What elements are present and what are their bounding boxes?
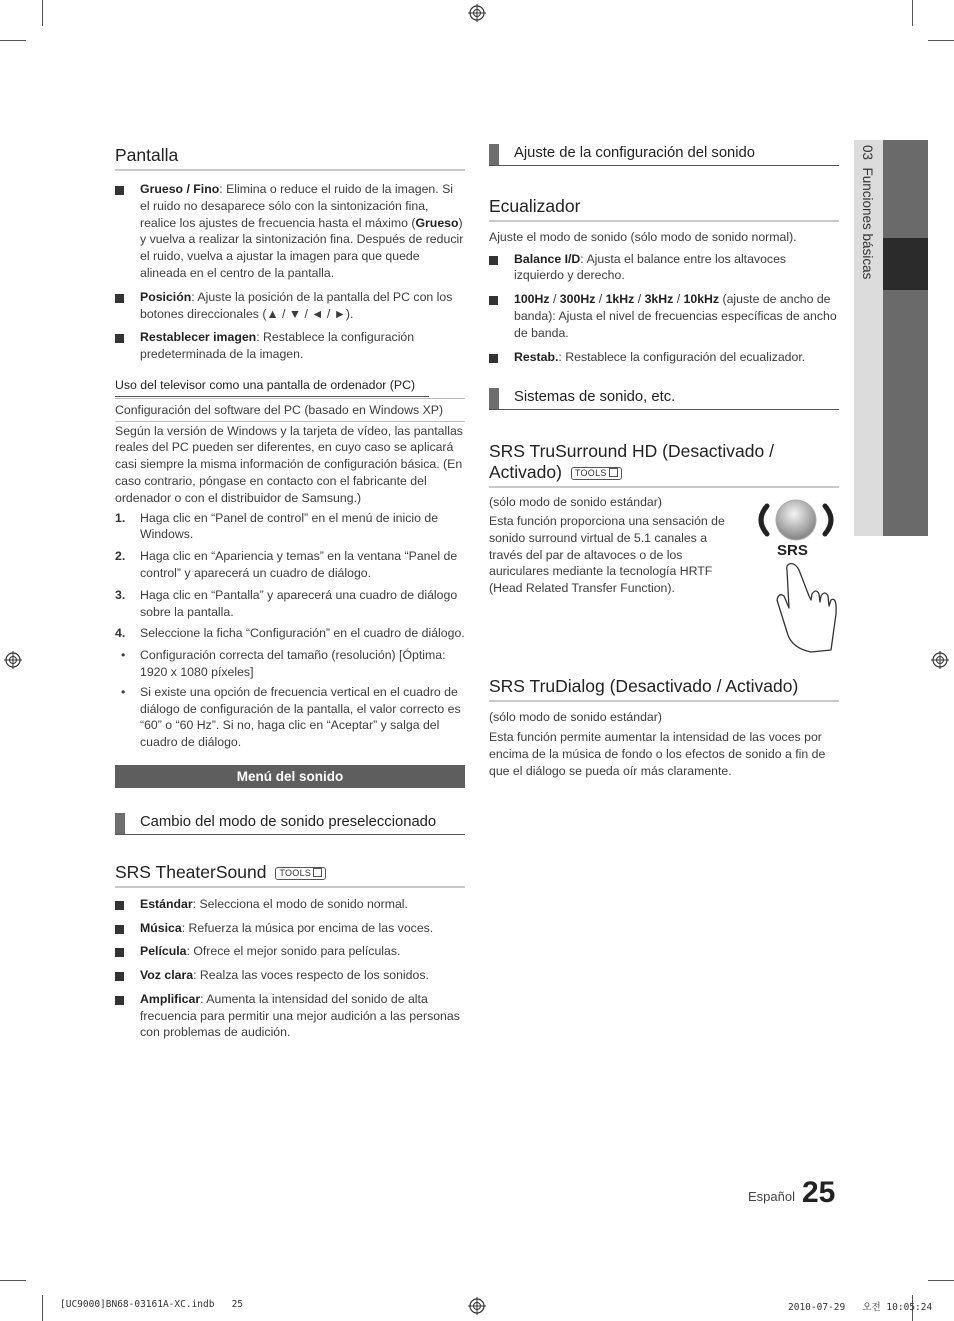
list-item: Grueso / Fino: Elimina o reduce el ruido de la imagen. Si el ruido no desaparece sólo con la sintonización fina, realice los ajustes de frecuencia hasta el máximo (Grueso) y vuelva a realizar la sintonización fina. Después de reducir el ruido, vuelva a ajustar la imagen para que quede alineada en el centro de la pantalla. — [115, 181, 465, 282]
list-item: Estándar: Selecciona el modo de sonido normal. — [115, 896, 465, 913]
trudialog-heading: SRS TruDialog (Desactivado / Activado) — [489, 676, 839, 702]
list-item: Posición: Ajuste la posición de la pantalla del PC con los botones direccionales (▲ / ▼ / ◄ / ►). — [115, 289, 465, 323]
square-bullet-icon — [115, 972, 124, 981]
square-bullet-icon — [115, 925, 124, 934]
ecualizador-heading: Ecualizador — [489, 196, 839, 222]
square-bullet-icon — [115, 186, 124, 195]
registration-mark-icon — [468, 4, 486, 22]
list-item: Película: Ofrece el mejor sonido para películas. — [115, 943, 465, 960]
square-bullet-icon — [489, 256, 498, 265]
trusurround-heading: SRS TruSurround HD (Desactivado / Activado) TOOLS — [489, 441, 839, 488]
side-tab-label: 03 Funciones básicas — [860, 145, 875, 280]
cambio-subheading: Cambio del modo de sonido preseleccionado — [115, 814, 465, 835]
dot-bullet: • — [121, 684, 126, 699]
registration-mark-icon — [4, 651, 22, 669]
list-item: Música: Refuerza la música por encima de las voces. — [115, 920, 465, 937]
trudialog-note: (sólo modo de sonido estándar) — [489, 710, 662, 725]
square-bullet-icon — [489, 354, 498, 363]
dot-item: • Configuración correcta del tamaño (resolución) [Óptima: 1920 x 1080 píxeles] — [121, 648, 446, 679]
square-bullet-icon — [489, 296, 498, 305]
ajuste-subheading: Ajuste de la configuración del sonido — [489, 145, 839, 166]
print-slug-right: 2010-07-29 오전 10:05:24 — [788, 1302, 933, 1313]
trusurround-body — [489, 494, 839, 660]
dot-item: • Si existe una opción de frecuencia vertical en el cuadro de diálogo de configuración de la pantalla, el valor correcto es “60” o “60 Hz”. Si no, haga clic en “Aceptar” y salga del cuadro de diálogo. — [121, 684, 461, 750]
square-bullet-icon — [115, 996, 124, 1005]
list-item: 100Hz / 300Hz / 1kHz / 3kHz / 10kHz (ajuste de ancho de banda): Ajusta el nivel de frecuencias específicas de ancho de banda. — [489, 291, 839, 341]
square-bullet-icon — [115, 294, 124, 303]
list-item: Amplificar: Aumenta la intensidad del sonido de alta frecuencia para permitir una mejor audición a las personas con problemas de audición. — [115, 991, 465, 1041]
page-number: 25 — [802, 1176, 836, 1209]
registration-mark-icon — [468, 1297, 486, 1315]
list-item: Voz clara: Realza las voces respecto de los sonidos. — [115, 967, 465, 984]
print-slug-left: [UC9000]BN68-03161A-XC.indb 25 — [60, 1299, 244, 1310]
trusurround-text: Esta función proporciona una sensación de sonido surround virtual de 5.1 canales a través del par de altavoces o de los auriculares mediante la tecnología HRTF (Head Related Transfer Function). — [489, 513, 725, 596]
dot-bullet: • — [121, 648, 126, 663]
list-item: Restab.: Restablece la configuración del ecualizador. — [489, 349, 839, 366]
square-bullet-icon — [115, 948, 124, 957]
list-item: Restablecer imagen: Restablece la configuración predeterminada de la imagen. — [115, 329, 465, 363]
tools-badge: TOOLS — [571, 467, 622, 480]
srs-button-label: SRS — [777, 542, 808, 560]
sistemas-subheading: Sistemas de sonido, etc. — [489, 389, 839, 410]
list-item: Balance I/D: Ajusta el balance entre los altavoces izquierdo y derecho. — [489, 251, 839, 285]
ecualizador-intro: Ajuste el modo de sonido (sólo modo de sonido normal). — [489, 229, 797, 244]
step-item: 3. Haga clic en “Pantalla” y aparecerá una cuadro de diálogo sobre la pantalla. — [115, 587, 458, 619]
step-item: 4. Seleccione la ficha “Configuración” en el cuadro de diálogo. — [115, 626, 465, 641]
pantalla-heading: Pantalla — [115, 145, 465, 171]
tools-icon — [609, 468, 618, 477]
theatersound-heading: SRS TheaterSound TOOLS — [115, 862, 465, 888]
pc-intro: Según la versión de Windows y la tarjeta de vídeo, las pantallas reales del PC pueden ser diferentes, en cuyo caso se aplicará casi siempre la misma información de configuración básica. (En caso contrario, póngase en contacto con el fabricante del ordenador o con el distribuidor de Samsung.) — [115, 421, 465, 507]
trudialog-text: Esta función permite aumentar la intensidad de las voces por encima de la música de fondo o los efectos de sonido a fin de que el diálogo se pueda oír más claramente. — [489, 729, 826, 778]
step-item: 1. Haga clic en “Panel de control” en el menú de inicio de Windows. — [115, 510, 439, 542]
tools-badge: TOOLS — [275, 867, 326, 880]
pc-heading: Uso del televisor como una pantalla de ordenador (PC) — [115, 377, 429, 397]
menu-section-bar: Menú del sonido — [115, 765, 465, 788]
right-column — [489, 145, 839, 779]
trusurround-note: (sólo modo de sonido estándar) — [489, 495, 662, 510]
registration-mark-icon — [931, 651, 949, 669]
footer-language: Español — [748, 1189, 795, 1204]
left-column — [115, 145, 465, 1041]
srs-button-hand-icon — [751, 496, 841, 656]
square-bullet-icon — [115, 901, 124, 910]
square-bullet-icon — [115, 334, 124, 343]
side-tab — [854, 140, 928, 536]
step-item: 2. Haga clic en “Apariencia y temas” en la ventana “Panel de control” y aparecerá un cuadro de diálogo. — [115, 549, 458, 580]
tools-icon — [313, 868, 322, 877]
pc-config: Configuración del software del PC (basado en Windows XP) — [115, 398, 465, 419]
